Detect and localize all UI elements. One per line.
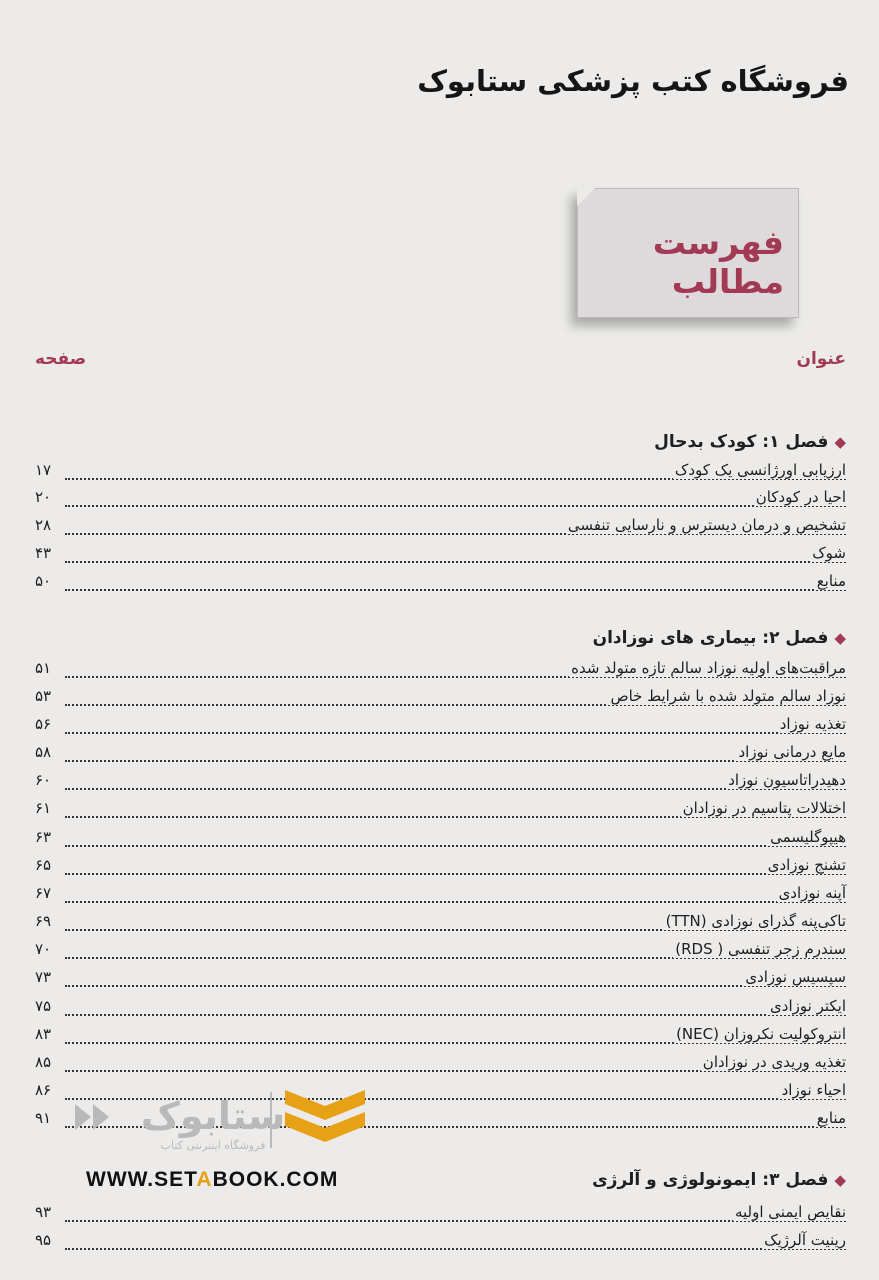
entry-page: ۵۳: [35, 687, 52, 705]
entry-title: انتروکولیت نکروزان (NEC): [676, 1025, 846, 1043]
toc-title: فهرست مطالب: [652, 223, 784, 301]
entry-page: ۵۰: [35, 572, 52, 590]
entry-page: ۷۳: [35, 968, 52, 986]
entry-page: ۶۵: [35, 856, 52, 874]
entry-title: رینیت آلرژیک: [764, 1231, 846, 1249]
logo-subtitle: فروشگاه اینترنتی کتاب: [160, 1139, 266, 1152]
entry-title: نوزاد سالم متولد شده با شرایط خاص: [610, 687, 846, 705]
entry-title: احیا در کودکان: [755, 488, 846, 506]
entry-title: تغذیه نوزاد: [779, 715, 846, 733]
entry-title: ارزیابی اورژانسی یک کودک: [674, 461, 846, 479]
diamond-bullet-icon: ◆: [834, 1171, 846, 1189]
entry-title: سندرم زجر تنفسی ( RDS): [675, 940, 846, 958]
entry-page: ۸۳: [35, 1025, 52, 1043]
leader-dots: [65, 901, 846, 903]
leader-dots: [65, 760, 846, 762]
store-title: فروشگاه کتب پزشکی ستابوک: [417, 64, 849, 98]
entry-page: ۵۸: [35, 743, 52, 761]
toc-entry: [35, 828, 846, 854]
entry-title: احیاء نوزاد: [781, 1081, 846, 1099]
entry-page: ۶۱: [35, 799, 52, 817]
toc-entry: [35, 884, 846, 910]
entry-title: سپسیس نوزادی: [745, 968, 846, 986]
leader-dots: [65, 873, 846, 875]
logo-arrow-icon: [93, 1104, 109, 1130]
leader-dots: [65, 845, 846, 847]
toc-entry: [35, 856, 846, 882]
column-page-label: صفحه: [35, 349, 87, 369]
entry-title: نقایص ایمنی اولیه: [734, 1203, 846, 1221]
entry-page: ۸۶: [35, 1081, 52, 1099]
entry-title: تشخیص و درمان دیسترس و نارسایی تنفسی: [567, 516, 846, 534]
toc-entry: [35, 1231, 846, 1257]
entry-title: آپنه نوزادی: [778, 884, 846, 902]
entry-title: منابع: [816, 1109, 846, 1127]
entry-title: مایع درمانی نوزاد: [738, 743, 846, 761]
leader-dots: [65, 1220, 846, 1222]
entry-page: ۶۳: [35, 828, 52, 846]
logo-arrow-icon: [75, 1104, 91, 1130]
diamond-bullet-icon: ◆: [834, 629, 846, 647]
diamond-bullet-icon: ◆: [834, 433, 846, 451]
entry-page: ۵۱: [35, 659, 52, 677]
entry-page: ۲۸: [35, 516, 52, 534]
toc-entry: [35, 461, 846, 487]
entry-page: ۹۳: [35, 1203, 52, 1221]
toc-entry: [35, 715, 846, 741]
toc-entry: [35, 516, 846, 542]
toc-entry: [35, 912, 846, 938]
leader-dots: [65, 561, 846, 563]
chapter-heading: ◆فصل ۳: ایمونولوژی و آلرژی: [592, 1170, 846, 1190]
toc-entry: [35, 1025, 846, 1051]
entry-page: ۷۰: [35, 940, 52, 958]
entry-page: ۹۵: [35, 1231, 52, 1249]
toc-entry: [35, 659, 846, 685]
chapter-heading: ◆فصل ۲: بیماری های نوزادان: [592, 628, 846, 648]
toc-entry: [35, 1203, 846, 1229]
leader-dots: [65, 1248, 846, 1250]
toc-entry: [35, 997, 846, 1023]
entry-title: هیپوگلیسمی: [770, 828, 846, 846]
entry-page: ۶۰: [35, 771, 52, 789]
entry-title: ایکتر نوزادی: [770, 997, 846, 1015]
leader-dots: [65, 1014, 846, 1016]
entry-title: مراقبت‌های اولیه نوزاد سالم تازه متولد شده: [571, 659, 846, 677]
toc-entry: [35, 687, 846, 713]
toc-entry: [35, 544, 846, 570]
toc-entry: [35, 572, 846, 598]
entry-title: شوک: [812, 544, 846, 562]
entry-page: ۷۵: [35, 997, 52, 1015]
entry-title: تاکی‌پنه گذرای نوزادی (TTN): [665, 912, 846, 930]
toc-entry: [35, 799, 846, 825]
toc-entry: [35, 1053, 846, 1079]
entry-title: تشنج نوزادی: [767, 856, 846, 874]
website-url: WWW.SETABOOK.COM: [86, 1168, 339, 1191]
entry-title: اختلالات پتاسیم در نوزادان: [682, 799, 846, 817]
entry-page: ۵۶: [35, 715, 52, 733]
toc-entry: [35, 968, 846, 994]
chapter-heading: ◆فصل ۱: کودک بدحال: [654, 432, 846, 452]
leader-dots: [65, 732, 846, 734]
entry-title: منابع: [816, 572, 846, 590]
leader-dots: [65, 985, 846, 987]
logo-book-icon: [285, 1090, 365, 1120]
column-title-label: عنوان: [796, 349, 846, 369]
toc-entry: [35, 743, 846, 769]
entry-page: ۴۳: [35, 544, 52, 562]
toc-entry: [35, 940, 846, 966]
entry-page: ۶۹: [35, 912, 52, 930]
toc-entry: [35, 771, 846, 797]
entry-page: ۲۰: [35, 488, 52, 506]
setabook-logo: [75, 1082, 375, 1152]
entry-page: ۶۷: [35, 884, 52, 902]
entry-page: ۸۵: [35, 1053, 52, 1071]
entry-page: ۹۱: [35, 1109, 52, 1127]
toc-entry: [35, 488, 846, 514]
entry-page: ۱۷: [35, 461, 52, 479]
leader-dots: [65, 505, 846, 507]
toc-title-box: [577, 188, 799, 318]
entry-title: تغذیه وریدی در نوزادان: [702, 1053, 846, 1071]
leader-dots: [65, 589, 846, 591]
entry-title: دهیدراتاسیون نوزاد: [728, 771, 846, 789]
logo-wordmark: ستابوک: [140, 1094, 286, 1138]
